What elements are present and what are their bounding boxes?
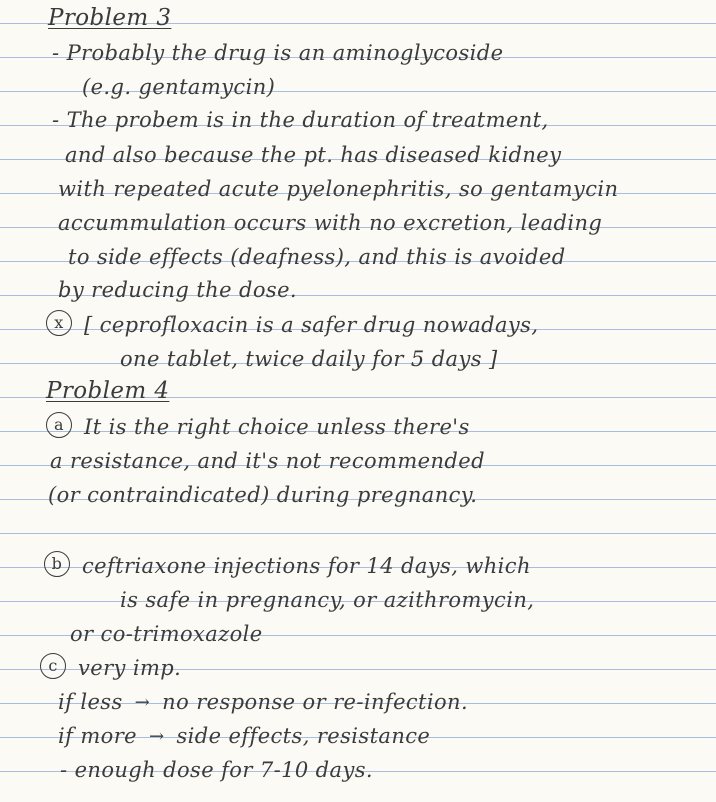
note-line-4-text: and also because the pt. has diseased kidney bbox=[65, 143, 562, 167]
note-line-12-text: It is the right choice unless there's bbox=[84, 415, 470, 439]
note-line-10 bbox=[0, 340, 716, 370]
note-line-4 bbox=[0, 136, 716, 166]
note-line-8-text: by reducing the dose. bbox=[58, 278, 297, 302]
right-arrow-icon: → bbox=[134, 692, 151, 713]
circled-c-marker: c bbox=[40, 653, 66, 679]
note-line-6-text: accummulation occurs with no excretion, leading bbox=[58, 211, 603, 235]
problem-4-heading: Problem 4 bbox=[46, 378, 170, 404]
note-line-16-text: ceftriaxone injections for 14 days, which bbox=[82, 554, 531, 578]
note-line-7 bbox=[0, 238, 716, 268]
note-line-8 bbox=[0, 271, 716, 301]
note-line-19 bbox=[0, 649, 716, 679]
note-line-5-text: with repeated acute pyelonephritis, so gentamycin bbox=[58, 177, 619, 201]
note-line-20-label: if less bbox=[58, 690, 123, 714]
note-line-13 bbox=[0, 442, 716, 472]
note-line-3-text: - The probem is in the duration of treatment, bbox=[52, 108, 549, 132]
note-line-9 bbox=[0, 306, 716, 336]
note-line-5 bbox=[0, 170, 716, 200]
note-line-2 bbox=[0, 68, 716, 98]
circled-b-marker: b bbox=[44, 551, 70, 577]
note-line-21-label: if more bbox=[58, 724, 137, 748]
circled-x-marker: x bbox=[46, 310, 72, 336]
note-line-21-text: side effects, resistance bbox=[176, 724, 431, 748]
problem-3-heading: Problem 3 bbox=[48, 5, 172, 31]
note-line-6 bbox=[0, 204, 716, 234]
circled-a-marker: a bbox=[46, 412, 72, 438]
note-line-17 bbox=[0, 581, 716, 611]
note-line-16 bbox=[0, 547, 716, 577]
note-line-19-text: very imp. bbox=[78, 656, 182, 680]
note-line-20-text: no response or re-infection. bbox=[162, 690, 469, 714]
note-line-21 bbox=[0, 717, 716, 747]
note-line-18 bbox=[0, 615, 716, 645]
note-line-1 bbox=[0, 34, 716, 64]
note-line-7-text: to side effects (deafness), and this is avoided bbox=[68, 245, 566, 269]
note-line-2-text: (e.g. gentamycin) bbox=[82, 75, 276, 99]
note-line-20 bbox=[0, 683, 716, 713]
note-line-1-text: - Probably the drug is an aminoglycoside bbox=[52, 41, 504, 65]
note-line-18-text: or co-trimoxazole bbox=[70, 622, 263, 646]
problem-3-row bbox=[0, 0, 716, 30]
note-line-22 bbox=[0, 751, 716, 781]
right-arrow-icon: → bbox=[149, 726, 165, 747]
note-line-14 bbox=[0, 476, 716, 506]
problem-4-row bbox=[0, 373, 716, 403]
note-line-10-text: one tablet, twice daily for 5 days ] bbox=[120, 347, 498, 371]
note-line-13-text: a resistance, and it's not recommended bbox=[50, 449, 485, 473]
note-line-22-text: - enough dose for 7-10 days. bbox=[60, 758, 373, 782]
note-line-17-text: is safe in pregnancy, or azithromycin, bbox=[120, 588, 535, 612]
note-line-12 bbox=[0, 408, 716, 438]
note-line-3 bbox=[0, 101, 716, 131]
note-line-9-text: [ ceprofloxacin is a safer drug nowadays, bbox=[84, 313, 539, 337]
note-line-14-text: (or contraindicated) during pregnancy. bbox=[48, 483, 478, 507]
